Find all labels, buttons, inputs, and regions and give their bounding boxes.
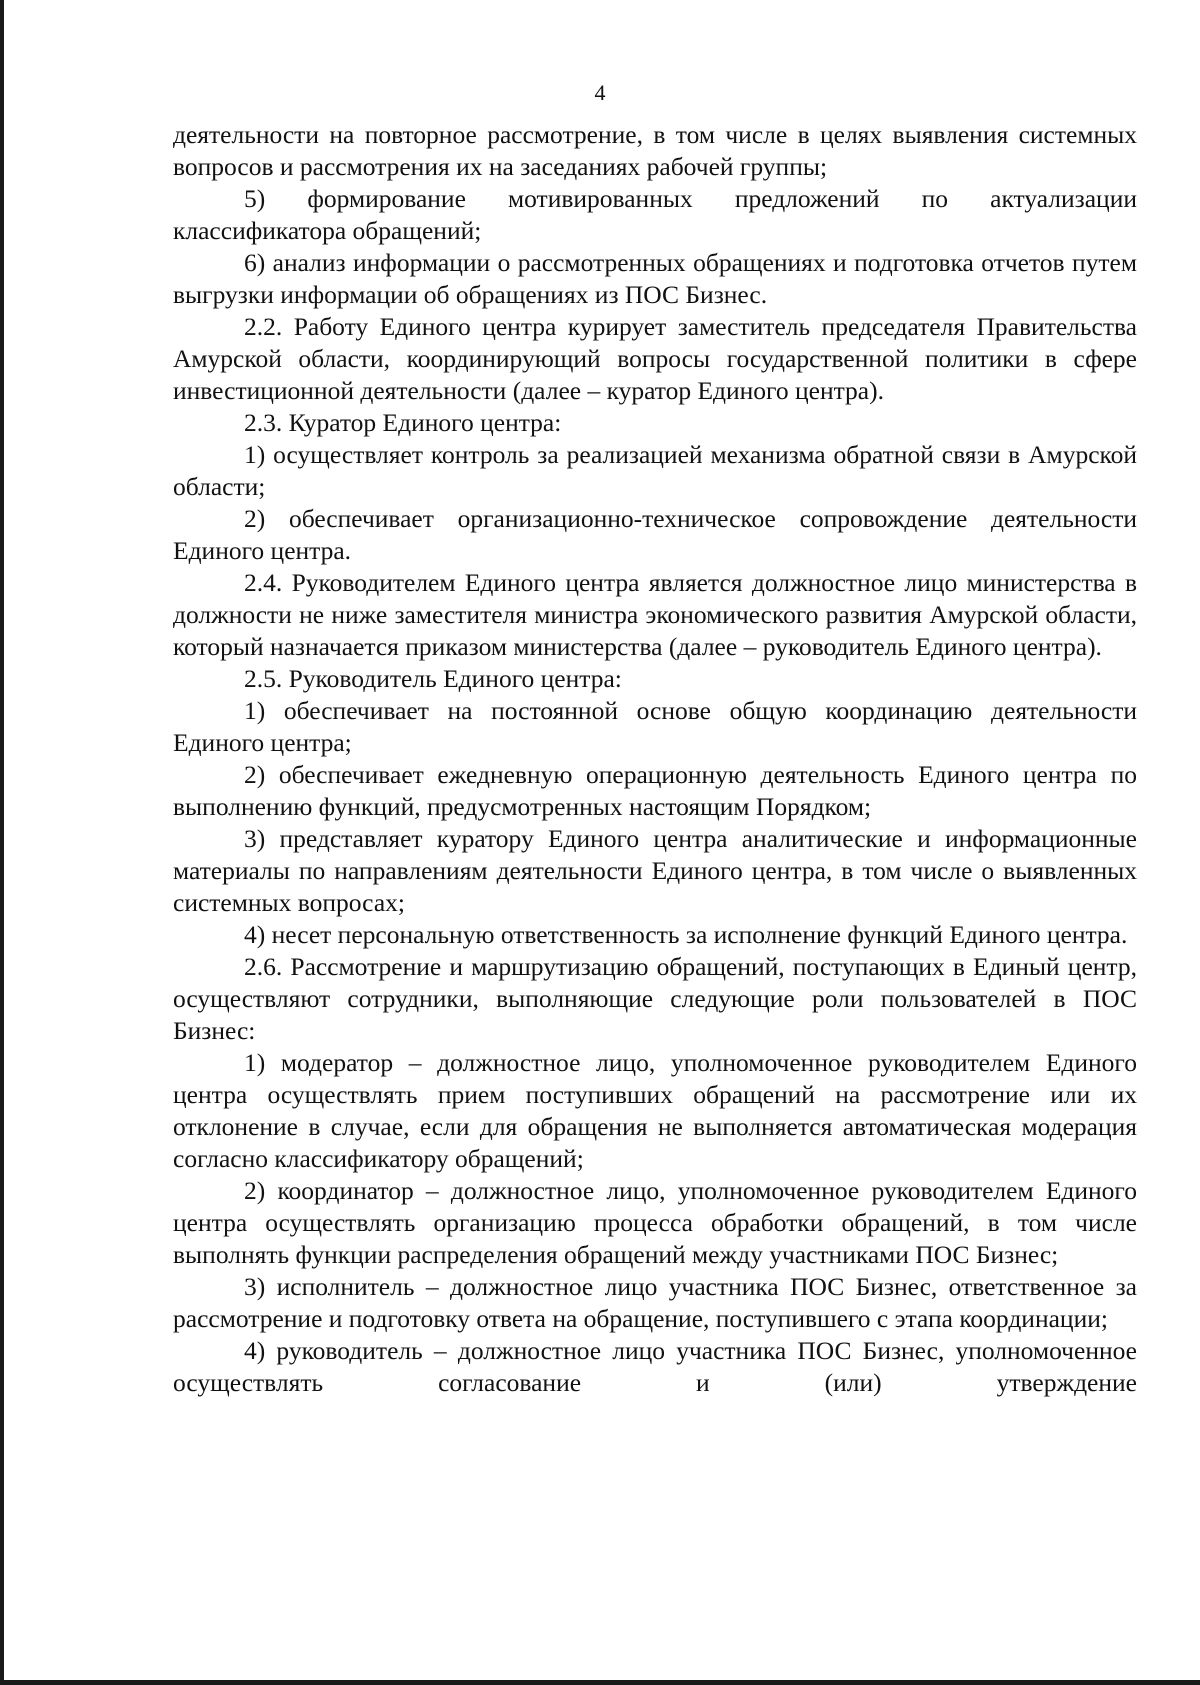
paragraph-item-5-classifier: 5) формирование мотивированных предложений по актуализации классификатора обращений; — [173, 184, 1137, 245]
scan-border-left — [0, 0, 4, 1685]
paragraph-2-5-item-4: 4) несет персональную ответственность за исполнение функций Единого центра. — [244, 920, 1128, 949]
paragraph-2-3-item-2: 2) обеспечивает организационно-техническое сопровождение деятельности Единого центра. — [173, 504, 1137, 565]
paragraph-2-2: 2.2. Работу Единого центра курирует заместитель председателя Правительства Амурской области, координирующий вопросы государственной политики в сфере инвестиционной деятельности (далее – куратор Единого центра). — [173, 312, 1137, 405]
paragraph-2-3: 2.3. Куратор Единого центра: — [244, 408, 562, 437]
paragraph-continuation: деятельности на повторное рассмотрение, в том числе в целях выявления системных вопросов и рассмотрения их на заседаниях рабочей группы; — [173, 120, 1137, 181]
paragraph-2-6-item-1-moderator: 1) модератор – должностное лицо, уполномоченное руководителем Единого центра осуществлять прием поступивших обращений на рассмотрение или их отклонение в случае, если для обращения не выполняется автоматическая модерация согласно классификатору обращений; — [173, 1048, 1137, 1173]
paragraph-2-4: 2.4. Руководителем Единого центра является должностное лицо министерства в должности не ниже заместителя министра экономического развития Амурской области, который назначается приказом министерства (далее – руководитель Единого центра). — [173, 568, 1137, 661]
paragraph-2-6: 2.6. Рассмотрение и маршрутизацию обращений, поступающих в Единый центр, осуществляют сотрудники, выполняющие следующие роли пользователей в ПОС Бизнес: — [173, 952, 1137, 1045]
document-body — [173, 119, 1137, 1399]
paragraph-2-5-item-1: 1) обеспечивает на постоянной основе общую координацию деятельности Единого центра; — [173, 696, 1137, 757]
paragraph-item-6-reports: 6) анализ информации о рассмотренных обращениях и подготовка отчетов путем выгрузки информации об обращениях из ПОС Бизнес. — [173, 248, 1137, 309]
paragraph-2-5: 2.5. Руководитель Единого центра: — [244, 664, 622, 693]
paragraph-2-6-item-4-head: 4) руководитель – должностное лицо участника ПОС Бизнес, уполномоченное осуществлять согласование и (или) утверждение — [173, 1336, 1137, 1397]
paragraph-2-5-item-2: 2) обеспечивает ежедневную операционную деятельность Единого центра по выполнению функций, предусмотренных настоящим Порядком; — [173, 760, 1137, 821]
paragraph-2-5-item-3: 3) представляет куратору Единого центра аналитические и информационные материалы по направлениям деятельности Единого центра, в том числе о выявленных системных вопросах; — [173, 824, 1137, 917]
page-number: 4 — [594, 80, 606, 105]
paragraph-2-3-item-1: 1) осуществляет контроль за реализацией механизма обратной связи в Амурской области; — [173, 440, 1137, 501]
scan-border-bottom — [0, 1680, 1200, 1685]
paragraph-2-6-item-3-executor: 3) исполнитель – должностное лицо участника ПОС Бизнес, ответственное за рассмотрение и подготовку ответа на обращение, поступившего с этапа координации; — [173, 1272, 1137, 1333]
paragraph-2-6-item-2-coordinator: 2) координатор – должностное лицо, уполномоченное руководителем Единого центра осуществлять организацию процесса обработки обращений, в том числе выполнять функции распределения обращений между участниками ПОС Бизнес; — [173, 1176, 1137, 1269]
